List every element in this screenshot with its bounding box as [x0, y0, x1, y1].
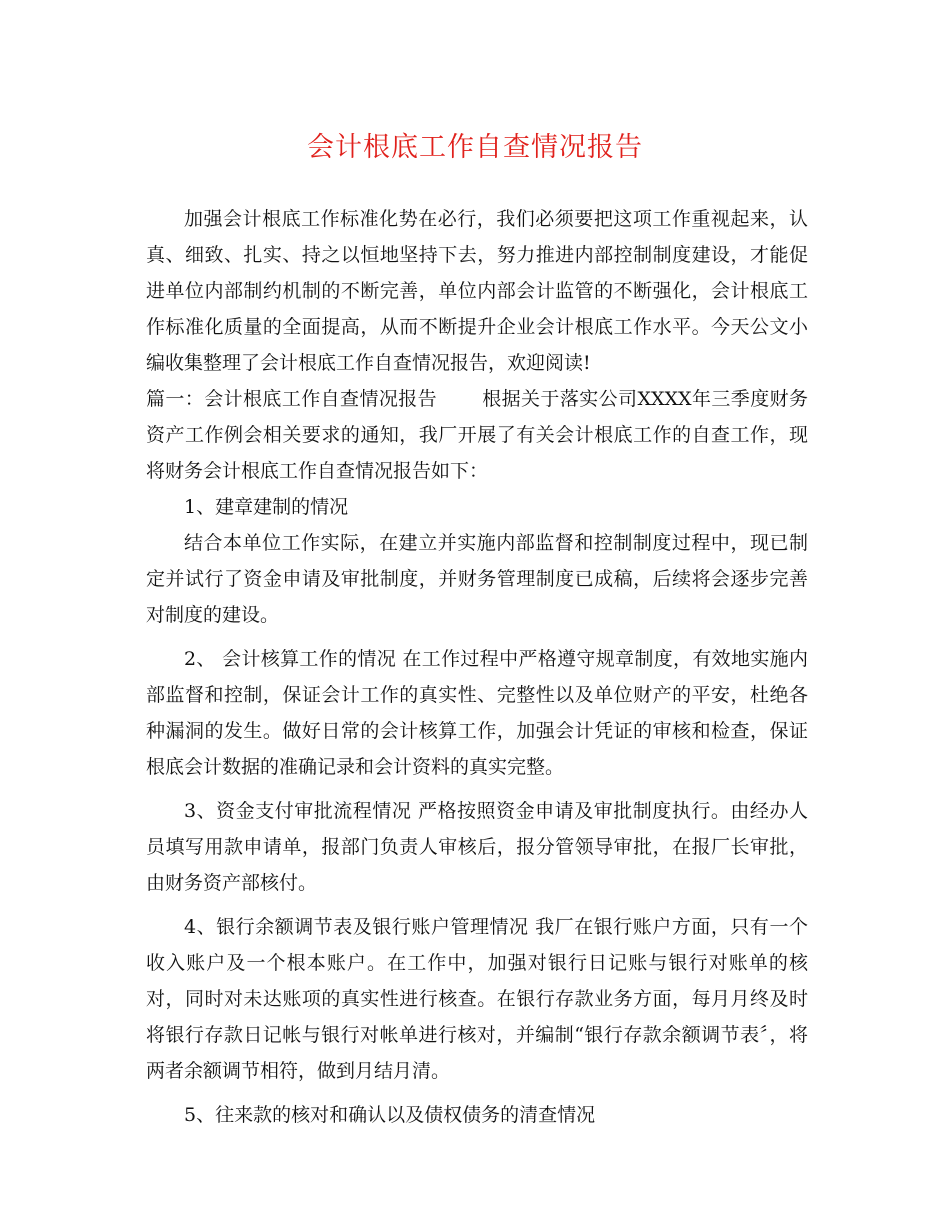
- section-2-paragraph: 2、 会计核算工作的情况 在工作过程中严格遵守规章制度，有效地实施内部监督和控制，保证会计工作的真实性、完整性以及单位财产的平安，杜绝各种漏洞的发生。做好日常的会计核算工作，加强会计凭证的审核和检查，保证根底会计数据的准确记录和会计资料的真实完整。: [146, 648, 808, 778]
- chapter-intro-text: 根据关于落实公司XXXX年三季度财务资产工作例会相关要求的通知，我厂开展了有关会计根底工作的自查工作，现将财务会计根底工作自查情况报告如下：: [146, 388, 809, 482]
- section-4-paragraph: 4、银行余额调节表及银行账户管理情况 我厂在银行账户方面，只有一个收入账户及一个根本账户。在工作中，加强对银行日记账与银行对账单的核对，同时对未达账项的真实性进行核查。在银行存款业务方面，每月月终及时将银行存款日记帐与银行对帐单进行核对，并编制“银行存款余额调节表〞，将两者余额调节相符，做到月结月清。: [146, 916, 808, 1082]
- section-1-heading: 1、建章建制的情况: [184, 496, 349, 518]
- document-body: [146, 201, 808, 1133]
- chapter-intro-paragraph: [146, 381, 808, 489]
- section-5-heading: 5、往来款的核对和确认以及债权债务的清查情况: [184, 1104, 596, 1126]
- section-3-paragraph: 3、资金支付审批流程情况 严格按照资金申请及审批制度执行。由经办人员填写用款申请单，报部门负责人审核后，报分管领导审批，在报厂长审批，由财务资产部核付。: [146, 800, 808, 894]
- intro-paragraph: 加强会计根底工作标准化势在必行，我们必须要把这项工作重视起来，认真、细致、扎实、持之以恒地坚持下去，努力推进内部控制制度建设，才能促进单位内部制约机制的不断完善，单位内部会计监管的不断强化，会计根底工作标准化质量的全面提高，从而不断提升企业会计根底工作水平。今天公文小编收集整理了会计根底工作自查情况报告，欢迎阅读!: [146, 208, 808, 374]
- section-1-body: 结合本单位工作实际，在建立并实施内部监督和控制制度过程中，现已制定并试行了资金申请及审批制度，并财务管理制度已成稿，后续将会逐步完善对制度的建设。: [146, 532, 808, 626]
- page-title: 会计根底工作自查情况报告: [307, 132, 643, 163]
- chapter-heading: 篇一：会计根底工作自查情况报告: [146, 388, 438, 410]
